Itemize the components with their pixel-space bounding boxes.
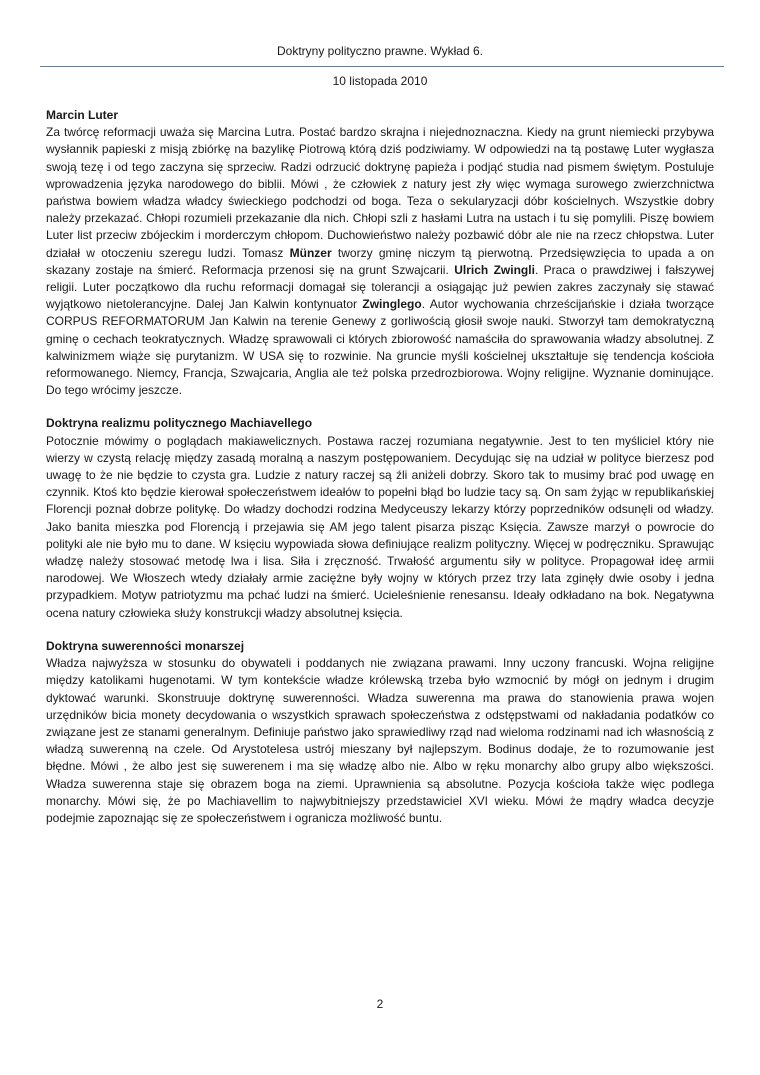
text-run: tworzy gminę niczym tą pierwotną. Przedsięwzięcia to upada a on skazany zostaje na śmierć. Reformacja przenosi się na grunt Szwajcarii. (46, 245, 714, 277)
header-divider (40, 66, 724, 67)
bold-name-zwinglego: Zwinglego (362, 297, 422, 312)
bold-name-zwingli: Ulrich Zwingli (454, 262, 535, 277)
page-number: 2 (376, 997, 384, 1011)
text-run: Potocznie mówimy o poglądach makiawelicznych. Postawa raczej rozumiana negatywnie. Jest to ten myśliciel który nie wierzy w czystą relację między zasadą moralną a naszym postępowaniem. Decydując się na udział w polityce bierzesz pod uwagę to że nie będzie to czysta gra. Ludzie z natury raczej są źli aniżeli dobrzy. Skoro tak to musimy brać pod uwagę en czynnik. Ktoś kto będzie kierował społeczeństwem ideałów to popełni błąd bo ludzie tacy są. On sam żyjąc w republikańskiej Florencji poznał dobrze politykę. Do władzy dochodzi rodzina Medyceuszy lekarzy którzy poprzedników odsunęli od władzy. Jako banita mieszka pod Florencją i przejawia się AM jego talent pisarza pisząc Księcia. Zawsze marzył o powrocie do polityki ale nie było mu to dane. W księciu wypowiada słowa definiujące realizm polityczny. Więcej w podręczniku. Sprawując władzę należy stosować metodę lwa i lisa. Siła i zręczność. Trwałość argumentu siły w polityce. Propagował ideę armii narodowej. We Włoszech wtedy działały armie zaciężne były wojny w których przez trzy lata zginęły dwie osoby i jedna przypadkiem. Motyw patriotyzmu ma pchać ludzi na śmierć. Ucieleśnienie renesansu. Ideały odkładano na bok. Negatywna ocena natury człowieka służy konstrukcji władzy absolutnej księcia. (46, 433, 714, 620)
text-run: Władza najwyższa w stosunku do obywateli i poddanych nie związana prawami. Inny uczony francuski. Wojna religijne między katolikami hugenotami. W tym kontekście władze królewską trzeba było wzmocnić by mógł on jednym i drugim dyktować warunki. Skonstruuje doktrynę suwerenności. Władza suwerenna ma prawa do stanowienia prawa wojen urzędników bicia monety decydowania o wszystkich sprawach społeczeństwa z odstępstwami od nakładania podatków co związane jest ze stanami generalnym. Definiuje państwo jako sprawiedliwy rząd nad wieloma rodzinami nad ich własnością z władzą suwerenną na czele. Od Arystotelesa ustrój mieszany był najlepszym. Bodinus dodaje, że to rozumowanie jest błędne. Mówi , że albo jest się suwerenem i ma się władzę albo nie. Albo w ręku monarchy albo grupy albo większości. Władza suwerenna staje się obrazem boga na ziemi. Uprawnienia są absolutne. Pozycja kościoła także więc podlega monarchy. Mówi się, że po Machiavellim to najwybitniejszy przedstawiciel XVI wieku. Mówi że mądry władca decyzje podejmie zapoznając się ze społeczeństwem i ogranicza możliwość buntu. (46, 656, 714, 825)
document-body (46, 107, 714, 843)
section-machiavelli (46, 415, 714, 621)
section-paragraph (46, 124, 714, 399)
section-title: Doktryna suwerenności monarszej (46, 638, 245, 653)
section-luter (46, 107, 714, 399)
section-paragraph (46, 433, 714, 622)
section-paragraph (46, 655, 714, 827)
bold-name-munzer: Münzer (289, 245, 332, 260)
text-run: . Praca o prawdziwej i fałszywej religii. Luter początkowo dla ruchu reformacji domagał się tolerancji a osiągając już pewien zakres zaczynały się stawać wyjątkowo nietolerancyjne. Dalej Jan Kalwin kontynuator (46, 262, 715, 312)
text-run: Za twórcę reformacji uważa się Marcina Lutra. Postać bardzo skrajna i niejednoznaczna. Kiedy na grunt niemiecki przybywa wysłannik papieski z misją zbiórkę na bazylikę Piotrową którą dziś podziwiamy. W odpowiedzi na tą postawę Luter wygłasza swoją tezę i od tego zaczyna się sprzeciw. Radzi odrzucić doktrynę papieża i podjąć studia nad pismem świętym. Postuluje wprowadzenia języka narodowego do biblii. Mówi , że człowiek z natury jest zły więc wymaga surowego zwierzchnictwa państwa bowiem władza władcy świeckiego podchodzi od boga. Teza o sekularyzacji dóbr kościelnych. Wszystkie dobry należy przekazać. Chłopi rozumieli przekazanie dla nich. Chłopi szli z hasłami Lutra na ustach i tu się pomylili. Piszę bowiem Luter list przeciw zbójeckim i morderczym chłopom. Duchowieństwo należy pozbawić dóbr ale nie na rzecz chłopstwa. Luter działał w otoczeniu szeregu ludzi. Tomasz (46, 125, 714, 260)
header-date: 10 listopada 2010 (332, 74, 428, 88)
text-run: . Autor wychowania chrześcijańskie i działa tworzące CORPUS REFORMATORUM Jan Kalwin na terenie Genewy z gorliwością głosił swoje nauki. Stworzył tam demokratyczną gminę o cechach teokratycznych. Władzę sprawowali ci których zbiorowość namaściła do sprawowania władzy absolutnej. Z kalwinizmem wiąże się purytanizm. W USA się to rozwinie. Na gruncie myśli kościelnej ukształtuje się tendencja kościoła reformowanego. Niemcy, Francja, Szwajcaria, Anglia ale też polska przedrozbiorowa. Wojny religijne. Wyznanie dominujące. Do tego wrócimy jeszcze. (46, 297, 714, 398)
section-sovereignty (46, 638, 714, 827)
header-title: Doktryny polityczno prawne. Wykład 6. (277, 44, 483, 58)
section-title: Doktryna realizmu politycznego Machiavellego (46, 416, 313, 431)
section-title: Marcin Luter (46, 108, 119, 122)
page-header (0, 44, 760, 59)
